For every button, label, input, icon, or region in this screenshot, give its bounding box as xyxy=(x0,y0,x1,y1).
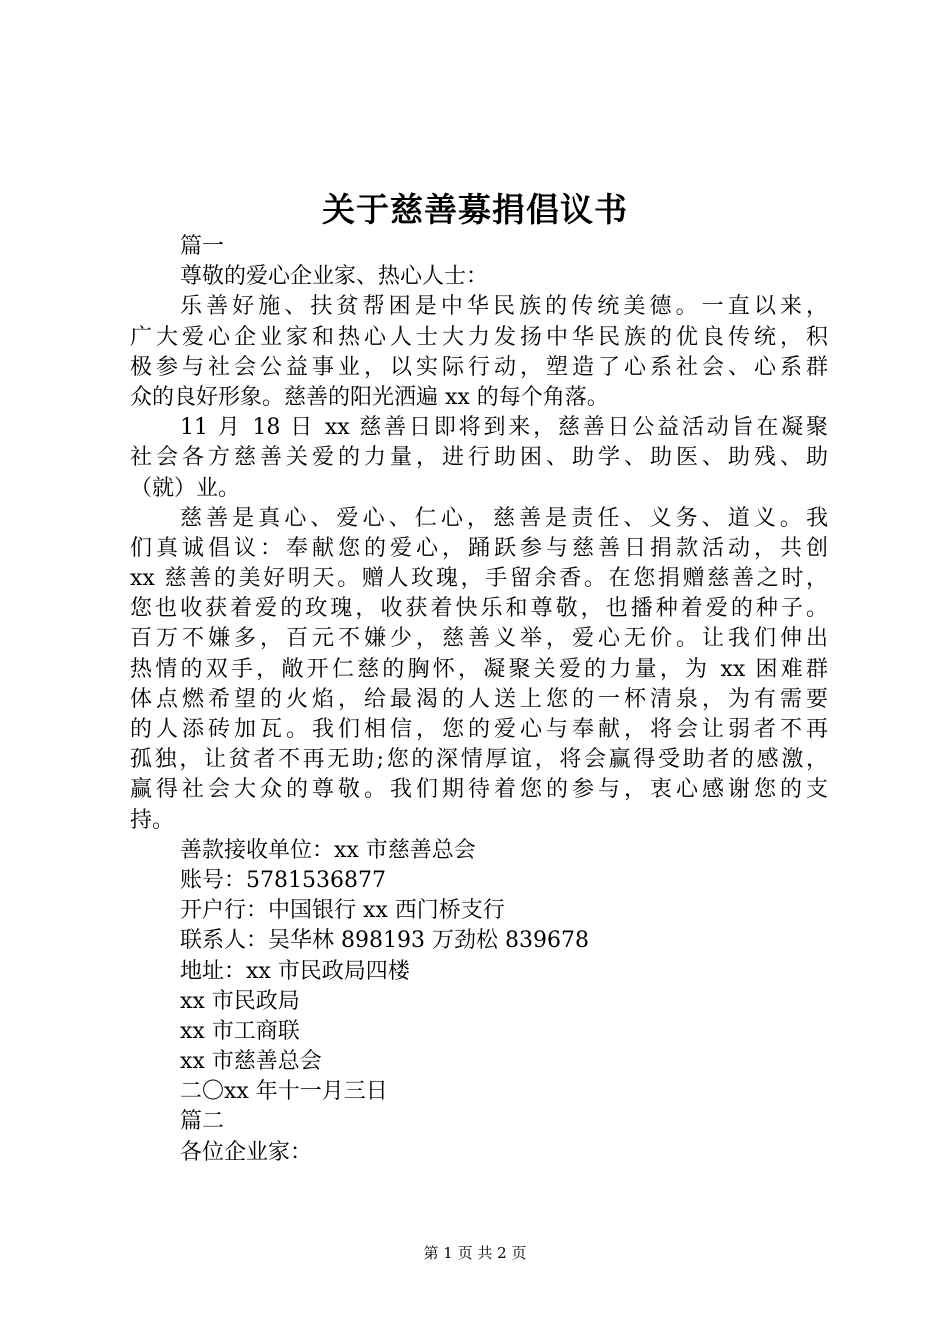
paragraph-3-line-11: 持。 xyxy=(130,807,175,833)
address: 地址：xx 市民政局四楼 xyxy=(180,958,410,984)
paragraph-3-line-6: 热情的双手，敞开仁慈的胸怀，凝聚关爱的力量，为 xx 困难群 xyxy=(130,656,828,682)
section-heading-1: 篇一 xyxy=(180,234,225,259)
document-body xyxy=(130,232,828,1168)
paragraph-1-line-1: 乐善好施、扶贫帮困是中华民族的传统美德。一直以来， xyxy=(180,294,828,320)
paragraph-3-line-9: 孤独，让贫者不再无助;您的深情厚谊，将会赢得受助者的感激， xyxy=(130,747,828,773)
issuer-2: xx 市工商联 xyxy=(180,1018,300,1044)
paragraph-1-line-2: 广大爱心企业家和热心人士大力发扬中华民族的优良传统，积 xyxy=(130,324,828,350)
salutation: 尊敬的爱心企业家、热心人士： xyxy=(180,264,489,290)
paragraph-3-line-5: 百万不嫌多，百元不嫌少，慈善义举，爱心无价。让我们伸出 xyxy=(130,626,828,652)
recipient-unit: 善款接收单位：xx 市慈善总会 xyxy=(180,837,476,863)
bank-name: 开户行：中国银行 xx 西门桥支行 xyxy=(180,898,505,924)
paragraph-3-line-10: 赢得社会大众的尊敬。我们期待着您的参与，衷心感谢您的支 xyxy=(130,777,828,803)
paragraph-3-line-1: 慈善是真心、爱心、仁心，慈善是责任、义务、道义。我 xyxy=(180,505,828,531)
salutation-2: 各位企业家： xyxy=(180,1139,313,1165)
paragraph-2-line-1: 11 月 18 日 xx 慈善日即将到来，慈善日公益活动旨在凝聚 xyxy=(180,415,828,441)
paragraph-3-line-2: 们真诚倡议：奉献您的爱心，踊跃参与慈善日捐款活动，共创 xyxy=(130,535,828,561)
issuer-1: xx 市民政局 xyxy=(180,988,300,1014)
paragraph-3-line-7: 体点燃希望的火焰，给最渴的人送上您的一杯清泉，为有需要 xyxy=(130,686,828,712)
paragraph-3-line-4: 您也收获着爱的玫瑰，收获着快乐和尊敬，也播种着爱的种子。 xyxy=(130,596,828,622)
paragraph-1-line-3: 极参与社会公益事业，以实际行动，塑造了心系社会、心系群 xyxy=(130,354,828,380)
paragraph-3-line-3: xx 慈善的美好明天。赠人玫瑰，手留余香。在您捐赠慈善之时， xyxy=(130,566,828,592)
paragraph-3-line-8: 的人添砖加瓦。我们相信，您的爱心与奉献，将会让弱者不再 xyxy=(130,717,828,742)
document-title: 关于慈善募捐倡议书 xyxy=(322,190,628,229)
paragraph-2-line-2: 社会各方慈善关爱的力量，进行助困、助学、助医、助残、助 xyxy=(130,445,828,471)
issue-date: 二〇xx 年十一月三日 xyxy=(180,1079,388,1105)
paragraph-2-line-3: （就）业。 xyxy=(130,475,241,501)
page-number: 第 1 页 共 2 页 xyxy=(423,1244,527,1262)
contact-persons: 联系人：吴华林 898193 万劲松 839678 xyxy=(180,928,589,954)
paragraph-1-line-4: 众的良好形象。慈善的阳光洒遍 xx 的每个角落。 xyxy=(130,384,609,410)
account-number: 账号：5781536877 xyxy=(180,867,386,893)
issuer-3: xx 市慈善总会 xyxy=(180,1049,322,1075)
section-heading-2: 篇二 xyxy=(180,1109,225,1135)
